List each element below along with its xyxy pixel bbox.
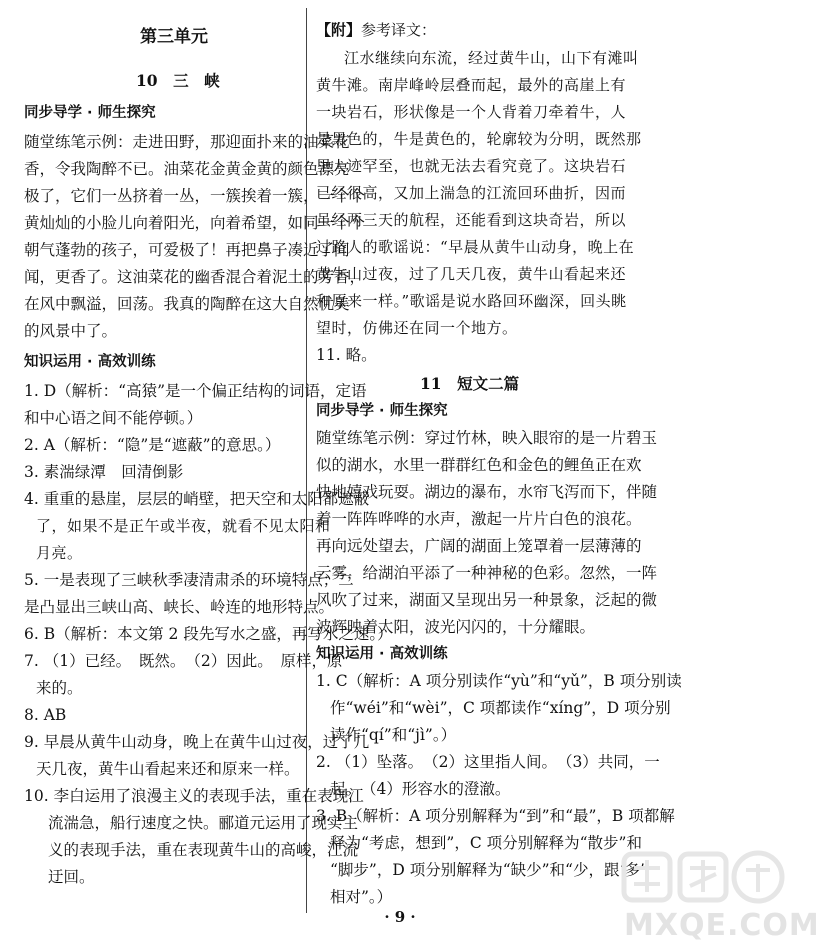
- text-line: 似的湖水，水里一群群红色和金色的鲤鱼正在欢: [316, 456, 642, 474]
- translation-line: 是黑色的，牛是黄色的，轮廓较为分明，既然那: [316, 130, 642, 148]
- answer-line: 5. 一是表现了三峡秋季凄清肃杀的环境特点；二: [24, 571, 354, 589]
- section-heading: 同步导学 · 师生探究: [316, 403, 448, 419]
- page-number: · 9 ·: [384, 908, 416, 926]
- translation-line: 过路人的歌谣说：“早晨从黄牛山动身，晚上在: [316, 238, 635, 256]
- answer-line: 2. （1）坠落。 （2）这里指人间。 （3）共同，一: [316, 753, 660, 771]
- answer-line: 11. 略。: [316, 346, 377, 364]
- text-line: 风吹了过来，湖面又呈现出另一种景象，泛起的微: [316, 591, 658, 609]
- answer-line: 迂回。: [48, 868, 95, 886]
- section-heading: 知识运用 · 高效训练: [316, 646, 448, 662]
- answer-line: 9. 早晨从黄牛山动身，晚上在黄牛山过夜，过了几: [24, 733, 370, 751]
- section-heading: 知识运用 · 高效训练: [24, 354, 156, 370]
- answer-line: 起。 （4）形容水的澄澈。: [330, 780, 511, 798]
- translation-line: 里人迹罕至，也就无法去看究竟了。这块岩石: [316, 157, 627, 175]
- text-line: 香，令我陶醉不已。油菜花金黄金黄的颜色漂亮: [24, 160, 350, 178]
- text-line: 黄灿灿的小脸儿向着阳光，向着希望，如同一个个: [24, 214, 366, 232]
- translation-line: 虽经两三天的航程，还能看到这块奇岩，所以: [316, 211, 627, 229]
- answer-line: 6. B（解析：本文第 2 段先写水之盛，再写水之速。）: [24, 625, 393, 643]
- translation-line: 已经很高，又加上湍急的江流回环曲折，因而: [316, 184, 627, 202]
- answer-line: 3. 素湍绿潭 回清倒影: [24, 463, 184, 481]
- translation-line: 黄牛山过夜，过了几天几夜，黄牛山看起来还: [316, 265, 627, 283]
- appendix-label: 【附】: [316, 21, 362, 39]
- text-line: 闻，更香了。这油菜花的幽香混合着泥土的芳香，: [24, 268, 366, 286]
- text-line: 随堂练笔示例：穿过竹林，映入眼帘的是一片碧玉: [316, 429, 658, 447]
- answer-line: 4. 重重的悬崖，层层的峭壁，把天空和太阳都遮蔽: [24, 490, 370, 508]
- lesson-title: 11 短文二篇: [420, 374, 520, 393]
- text-line: 再向远处望去，广阔的湖面上笼罩着一层薄薄的: [316, 537, 642, 555]
- lesson-title: 10 三 峡: [136, 71, 220, 90]
- appendix-heading: [316, 20, 436, 40]
- text-line: 朝气蓬勃的孩子，可爱极了！再把鼻子凑近了闻: [24, 241, 350, 259]
- answer-line: 1. C（解析：A 项分别读作“yù”和“yǔ”，B 项分别读: [316, 672, 682, 690]
- answer-line: “脚步”，D 项分别解释为“缺少”和“少，跟‘多’: [330, 861, 645, 879]
- text-line: 着一阵阵哗哗的水声，激起一片片白色的浪花。: [316, 510, 642, 528]
- text-line: 快地嬉戏玩耍。湖边的瀑布，水帘飞泻而下，伴随: [316, 483, 658, 501]
- answer-line: 释为“考虑，想到”，C 项分别解释为“散步”和: [330, 834, 642, 852]
- watermark-url: MXQE.COM: [624, 908, 820, 943]
- translation-line: 江水继续向东流，经过黄牛山，山下有滩叫: [344, 49, 639, 67]
- answer-line: 和中心语之间不能停顿。）: [24, 409, 203, 427]
- answer-line: 月亮。: [36, 544, 83, 562]
- answer-line: 相对”。）: [330, 888, 393, 906]
- unit-title: 第三单元: [140, 27, 208, 47]
- answer-line: 流湍急，船行速度之快。郦道元运用了现实主: [48, 814, 359, 832]
- answer-line: 10. 李白运用了浪漫主义的表现手法，重在表现江: [24, 787, 364, 805]
- translation-line: 和原来一样。”歌谣是说水路回环幽深，回头眺: [316, 292, 627, 310]
- answer-line: 是凸显出三峡山高、峡长、岭连的地形特点。: [24, 598, 335, 616]
- text-line: 随堂练笔示例：走进田野，那迎面扑来的油菜花: [24, 133, 350, 151]
- answer-line: 天几夜，黄牛山看起来还和原来一样。: [36, 760, 300, 778]
- answer-line: 2. A（解析：“隐”是“遮蔽”的意思。）: [24, 436, 281, 454]
- text-line: 极了，它们一丛挤着一丛，一簇挨着一簇，一个个: [24, 187, 366, 205]
- answer-line: 来的。: [36, 679, 83, 697]
- translation-line: 一块岩石，形状像是一个人背着刀牵着牛，人: [316, 103, 627, 121]
- text-line: 波辉映着太阳，波光闪闪的，十分耀眼。: [316, 618, 596, 636]
- text-line: 云雾，给湖泊平添了一种神秘的色彩。忽然，一阵: [316, 564, 658, 582]
- answer-line: 作“wéi”和“wèi”，C 项都读作“xíng”，D 项分别: [330, 699, 671, 717]
- text-line: 的风景中了。: [24, 322, 118, 340]
- translation-line: 黄牛滩。南岸峰岭层叠而起，最外的高崖上有: [316, 76, 627, 94]
- section-heading: 同步导学 · 师生探究: [24, 105, 156, 121]
- appendix-title: 参考译文：: [361, 21, 437, 39]
- translation-line: 望时，仿佛还在同一个地方。: [316, 319, 518, 337]
- answer-line: 1. D（解析：“高猿”是一个偏正结构的词语，定语: [24, 382, 367, 400]
- answer-line: 了，如果不是正午或半夜，就看不见太阳和: [36, 517, 331, 535]
- answer-line: 读作“qí”和“jì”。）: [330, 726, 457, 744]
- answer-line: 7. （1）已经。 既然。 （2）因此。 原样，原: [24, 652, 343, 670]
- text-line: 在风中飘溢，回荡。我真的陶醉在这大自然优美: [24, 295, 350, 313]
- answer-line: 8. AB: [24, 706, 67, 724]
- answer-line: 义的表现手法，重在表现黄牛山的高峻，江流: [48, 841, 359, 859]
- answer-line: 3. B（解析：A 项分别解释为“到”和“最”，B 项都解: [316, 807, 675, 825]
